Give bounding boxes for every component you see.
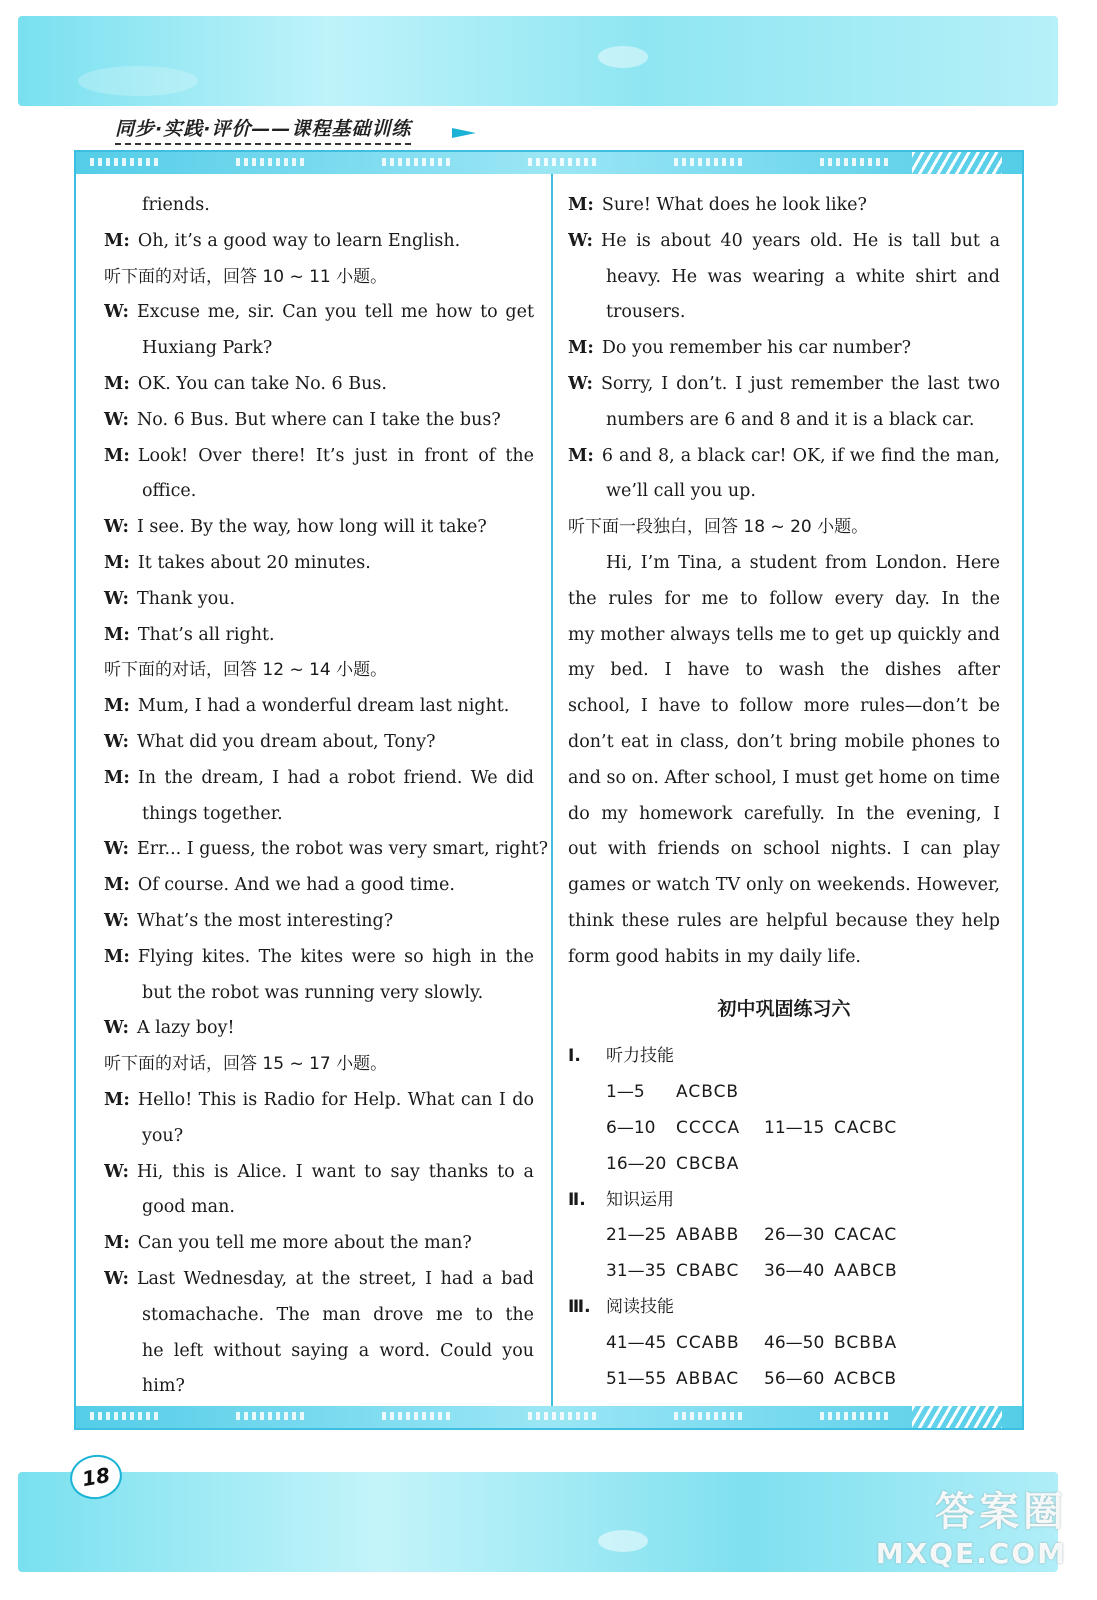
line-text: 听下面的对话，回答 12 ~ 14 小题。 — [104, 660, 388, 681]
part-numeral: Ⅰ. — [568, 1046, 581, 1067]
line-text: Do you remember his car number? — [601, 338, 911, 359]
part-numeral: Ⅲ. — [568, 1296, 591, 1317]
line-text: heavy. He was wearing a white shirt and — [606, 266, 1000, 287]
line-text: A lazy boy! — [136, 1018, 235, 1039]
dialogue-line — [568, 761, 1000, 797]
line-text: Sorry, I don’t. I just remember the last two — [600, 373, 1000, 394]
line-text: games or watch TV only on weekends. However, — [568, 875, 1000, 896]
line-text: think these rules are helpful because they help — [568, 910, 1000, 931]
answer-key-letters: CBABC — [676, 1261, 740, 1282]
dialogue-line — [568, 797, 1000, 833]
answer-key-letters: CACAC — [834, 1225, 898, 1246]
dialogue-line — [104, 1226, 534, 1262]
answer-range: 56—60 — [764, 1368, 825, 1389]
dialogue-line — [568, 546, 1000, 582]
right-column — [568, 188, 1000, 1397]
dialogue-line — [568, 474, 1000, 510]
answer-part-heading — [568, 1183, 1000, 1219]
dialogue-line — [568, 224, 1000, 260]
speaker-label: W: — [568, 230, 593, 251]
dialogue-line — [104, 689, 534, 725]
watermark — [876, 1480, 1067, 1570]
speaker-label: M: — [104, 552, 130, 573]
speaker-label: M: — [104, 624, 130, 645]
dialogue-line — [104, 940, 534, 976]
line-text: Sure! What does he look like? — [601, 195, 867, 215]
speaker-label: M: — [104, 1089, 130, 1110]
line-text: Flying kites. The kites were so high in the — [137, 946, 534, 967]
dialogue-line — [568, 582, 1000, 618]
speaker-label: W: — [104, 588, 129, 609]
dialogue-line — [568, 331, 1000, 367]
speaker-label: W: — [104, 839, 129, 860]
answer-range: 36—40 — [764, 1261, 825, 1282]
dialogue-line — [568, 940, 1000, 976]
speaker-label: M: — [104, 373, 130, 394]
speaker-label: M: — [104, 875, 130, 896]
answer-key — [568, 1039, 1000, 1397]
line-text: stomachache. The man drove me to the — [142, 1304, 534, 1325]
line-text: Oh, it’s a good way to learn English. — [137, 230, 461, 251]
line-text: Of course. And we had a good time. — [137, 875, 455, 896]
speaker-label: W: — [568, 373, 593, 394]
answer-range: 16—20 — [606, 1153, 667, 1174]
page-number: 18 — [67, 1451, 126, 1503]
cloud-decoration — [598, 1530, 648, 1552]
dialogue-line — [104, 1119, 534, 1155]
dialogue-line — [104, 331, 534, 367]
dialogue-line — [104, 976, 534, 1012]
line-text: That’s all right. — [137, 624, 275, 645]
dialogue-line — [104, 188, 534, 224]
part-numeral: Ⅱ. — [568, 1189, 586, 1210]
line-text: 听下面的对话，回答 15 ~ 17 小题。 — [104, 1054, 388, 1075]
line-text: Thank you. — [136, 588, 236, 609]
line-text: do my homework carefully. In the evening, I — [568, 803, 1000, 824]
dialogue-line — [104, 510, 534, 546]
dialogue-line — [104, 1155, 534, 1191]
dialogue-line — [568, 403, 1000, 439]
dialogue-line — [568, 295, 1000, 331]
answer-range: 11—15 — [764, 1117, 825, 1138]
speaker-label: M: — [104, 230, 130, 251]
answer-range: 46—50 — [764, 1332, 825, 1353]
line-text: he left without saying a word. Could you — [142, 1340, 534, 1361]
speaker-label: M: — [568, 195, 594, 215]
answer-range: 51—55 — [606, 1368, 667, 1389]
line-text: No. 6 Bus. But where can I take the bus? — [136, 409, 501, 430]
answer-key-letters: CACBC — [834, 1117, 898, 1138]
bottom-strip — [76, 1406, 1022, 1428]
dialogue-line — [568, 188, 1000, 224]
answer-row — [568, 1218, 1000, 1254]
answer-range: 26—30 — [764, 1225, 825, 1246]
line-text: 听下面一段独白，回答 18 ~ 20 小题。 — [568, 517, 869, 538]
line-text: school, I have to follow more rules—don’t be — [568, 696, 1000, 717]
line-text: trousers. — [606, 302, 686, 323]
dialogue-line — [568, 367, 1000, 403]
line-text: and so on. After school, I must get home on time — [568, 767, 1000, 788]
line-text: but the robot was running very slowly. — [142, 982, 484, 1003]
answer-key-letters: CCCCA — [676, 1117, 741, 1138]
answer-range: 21—25 — [606, 1225, 667, 1246]
dialogue-line — [104, 582, 534, 618]
dialogue-line — [568, 439, 1000, 475]
dialogue-line — [104, 1369, 534, 1405]
dialogue-line — [104, 1262, 534, 1298]
dialogue-line — [104, 1083, 534, 1119]
dialogue-line — [104, 546, 534, 582]
line-text: my bed. I have to wash the dishes after — [568, 660, 1000, 681]
speaker-label: W: — [104, 302, 129, 323]
dialogue-line — [104, 832, 549, 868]
line-text: Last Wednesday, at the street, I had a bad — [136, 1268, 534, 1289]
line-text: Can you tell me more about the man? — [137, 1233, 472, 1254]
line-text: Huxiang Park? — [142, 338, 273, 359]
line-text: It takes about 20 minutes. — [137, 552, 371, 573]
left-column — [104, 188, 549, 1405]
answer-row — [568, 1111, 1000, 1147]
dialogue-line — [568, 653, 1000, 689]
dialogue-line — [104, 725, 534, 761]
line-text: Err... I guess, the robot was very smart, right? — [136, 839, 549, 860]
answer-range: 6—10 — [606, 1117, 656, 1138]
dialogue-line — [104, 295, 534, 331]
answer-row — [568, 1147, 1000, 1183]
line-text: the rules for me to follow every day. In the — [568, 588, 1000, 609]
answer-part-heading — [568, 1039, 1000, 1075]
arrow-icon — [452, 128, 476, 138]
dialogue-line — [568, 725, 1000, 761]
dialogue-line — [104, 1298, 534, 1334]
watermark-en: MXQE.COM — [875, 1537, 1067, 1570]
line-text: out with friends on school nights. I can play — [568, 839, 1000, 860]
line-text: him? — [142, 1376, 185, 1397]
line-text: Excuse me, sir. Can you tell me how to get — [136, 302, 534, 323]
speaker-label: M: — [568, 445, 594, 466]
line-text: I see. By the way, how long will it take? — [136, 517, 487, 538]
line-text: Look! Over there! It’s just in front of the — [137, 445, 534, 466]
answer-key-letters: AABCB — [834, 1261, 898, 1282]
dialogue-line — [568, 260, 1000, 296]
city-decoration — [78, 66, 198, 96]
speaker-label: M: — [568, 338, 594, 359]
dialogue-line — [104, 1011, 534, 1047]
answer-key-letters: ACBCB — [676, 1082, 740, 1103]
dialogue-line — [104, 224, 534, 260]
dialogue-line — [104, 439, 534, 475]
answer-range: 41—45 — [606, 1332, 667, 1353]
speaker-label: M: — [104, 445, 130, 466]
dialogue-line — [104, 618, 534, 654]
section-title: 初中巩固练习六 — [717, 997, 851, 1020]
line-text: things together. — [142, 803, 283, 824]
line-text: friends. — [142, 195, 210, 215]
dialogue-line — [104, 868, 534, 904]
speaker-label: M: — [104, 696, 130, 717]
cloud-decoration — [598, 46, 648, 68]
part-name: 阅读技能 — [606, 1296, 674, 1317]
line-text: don’t eat in class, don’t bring mobile phones to — [568, 731, 1000, 752]
dialogue-line — [568, 689, 1000, 725]
line-text: In the dream, I had a robot friend. We did — [137, 767, 534, 788]
answer-range: 31—35 — [606, 1261, 667, 1282]
dialogue-line — [568, 868, 1000, 904]
content-frame — [74, 150, 1024, 1430]
dialogue-line — [104, 474, 534, 510]
question-instruction — [104, 1047, 534, 1083]
part-name: 听力技能 — [606, 1046, 674, 1067]
question-instruction — [104, 260, 534, 296]
dialogue-line — [568, 904, 1000, 940]
line-text: Hi, this is Alice. I want to say thanks to a — [136, 1161, 534, 1182]
line-text: we’ll call you up. — [606, 481, 756, 502]
line-text: Hi, I’m Tina, a student from London. Here — [606, 552, 1000, 573]
line-text: What’s the most interesting? — [136, 910, 394, 931]
question-instruction — [104, 653, 534, 689]
speaker-label: W: — [104, 1018, 129, 1039]
line-text: good man. — [142, 1197, 235, 1218]
answer-row — [568, 1362, 1000, 1398]
speaker-label: M: — [104, 1233, 130, 1254]
dialogue-line — [568, 618, 1000, 654]
series-title: 同步·实践·评价——课程基础训练 — [115, 114, 411, 145]
line-text: OK. You can take No. 6 Bus. — [137, 373, 387, 394]
answer-row — [568, 1326, 1000, 1362]
line-text: What did you dream about, Tony? — [136, 731, 436, 752]
answer-row — [568, 1075, 1000, 1111]
answer-key-letters: BCBBA — [834, 1332, 898, 1353]
answer-key-letters: ABBAC — [676, 1368, 740, 1389]
speaker-label: W: — [104, 910, 129, 931]
answer-key-letters: CBCBA — [676, 1153, 740, 1174]
line-text: 6 and 8, a black car! OK, if we find the man, — [601, 445, 1000, 466]
speaker-label: M: — [104, 946, 130, 967]
speaker-label: W: — [104, 409, 129, 430]
top-banner — [18, 16, 1058, 106]
top-strip — [76, 152, 1022, 174]
line-text: He is about 40 years old. He is tall but a — [600, 230, 1000, 251]
column-divider — [551, 174, 553, 1406]
line-text: 听下面的对话，回答 10 ~ 11 小题。 — [104, 266, 388, 287]
question-instruction — [568, 510, 1000, 546]
line-text: my mother always tells me to get up quickly and — [568, 624, 1000, 645]
line-text: Mum, I had a wonderful dream last night. — [137, 696, 510, 717]
dialogue-line — [104, 761, 534, 797]
dialogue-line — [104, 403, 534, 439]
answer-part-heading — [568, 1290, 1000, 1326]
answer-key-letters: ABABB — [676, 1225, 740, 1246]
speaker-label: W: — [104, 1161, 129, 1182]
dialogue-line — [104, 367, 534, 403]
line-text: office. — [142, 481, 197, 502]
line-text: Hello! This is Radio for Help. What can I do — [137, 1089, 534, 1110]
dialogue-line — [104, 904, 534, 940]
speaker-label: W: — [104, 731, 129, 752]
watermark-cn: 答案圈 — [935, 1489, 1067, 1535]
answer-key-letters: CCABB — [676, 1332, 740, 1353]
speaker-label: W: — [104, 1268, 129, 1289]
dialogue-line — [104, 1190, 534, 1226]
line-text: numbers are 6 and 8 and it is a black car. — [606, 409, 975, 430]
dialogue-line — [104, 797, 534, 833]
part-name: 知识运用 — [606, 1189, 674, 1210]
answer-row — [568, 1254, 1000, 1290]
speaker-label: M: — [104, 767, 130, 788]
answer-range: 1—5 — [606, 1082, 645, 1103]
answer-key-letters: ACBCB — [834, 1368, 898, 1389]
dialogue-line — [104, 1334, 534, 1370]
dialogue-line — [568, 832, 1000, 868]
line-text: you? — [142, 1125, 184, 1146]
line-text: form good habits in my daily life. — [568, 946, 861, 967]
speaker-label: W: — [104, 517, 129, 538]
